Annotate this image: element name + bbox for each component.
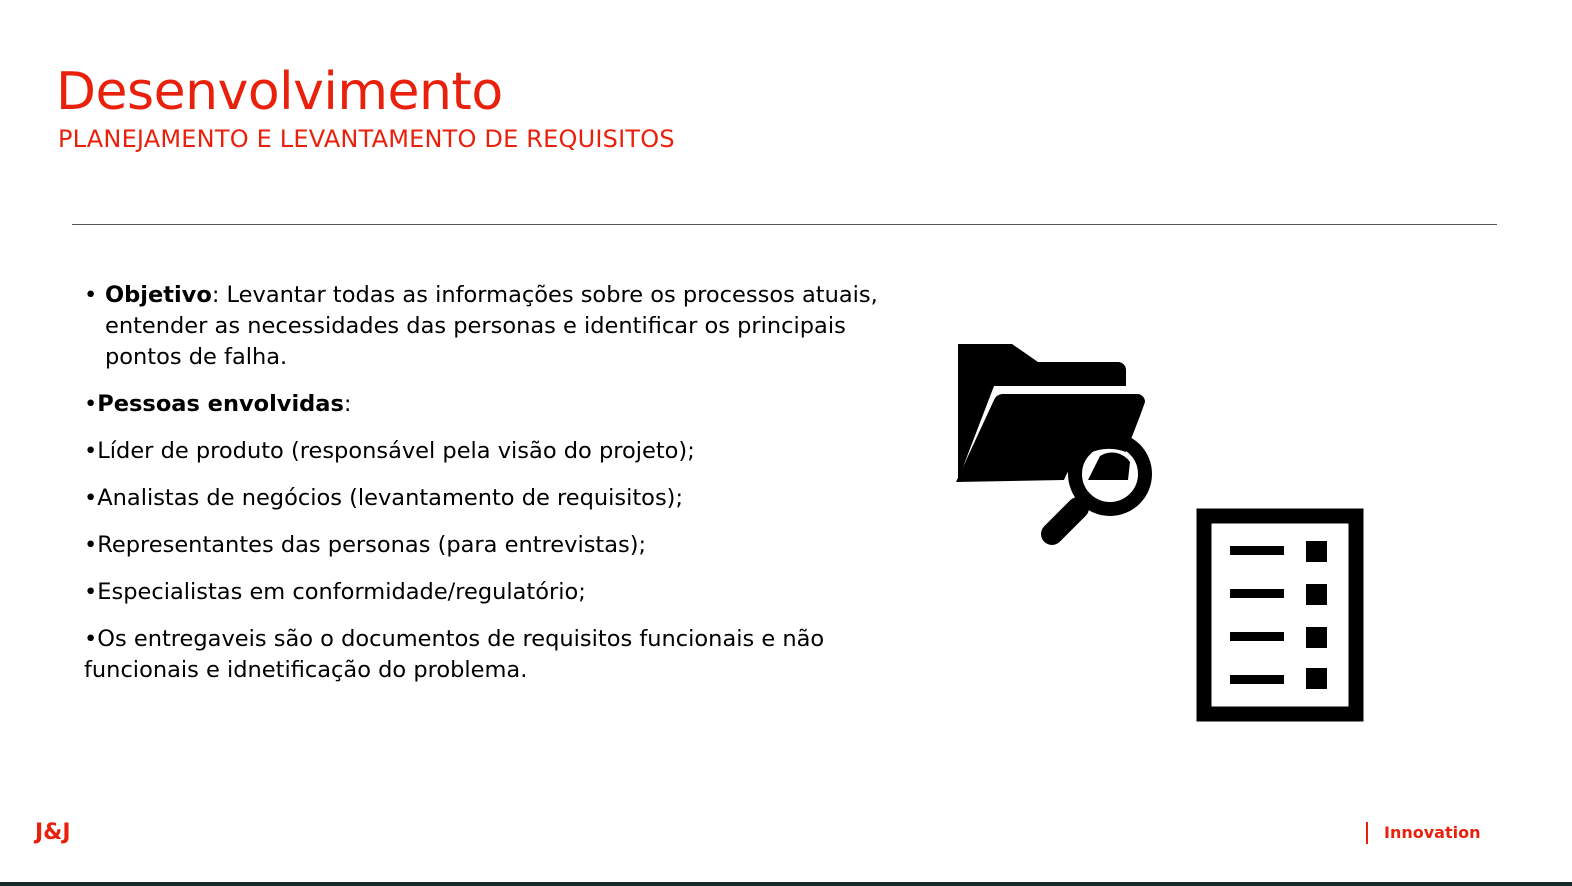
bottom-bar bbox=[0, 882, 1572, 886]
page-title: Desenvolvimento bbox=[56, 62, 503, 122]
folder-search-icon bbox=[950, 340, 1155, 550]
footer-section-label: Innovation bbox=[1366, 822, 1480, 844]
objective-label: Objetivo bbox=[105, 282, 212, 308]
list-item: •Líder de produto (responsável pela visão do projeto); bbox=[84, 438, 695, 464]
header-divider bbox=[72, 224, 1497, 225]
people-suffix: : bbox=[343, 391, 352, 417]
objective-paragraph bbox=[84, 280, 914, 373]
list-item: •Os entregaveis são o documentos de requisitos funcionais e não funcionais e idnetificação do problema. bbox=[84, 626, 825, 683]
people-heading bbox=[84, 389, 914, 420]
bullet: • bbox=[84, 282, 98, 308]
objective-text: : Levantar todas as informações sobre os processos atuais, entender as necessidades das personas e identificar os principais pontos de falha. bbox=[105, 282, 878, 370]
content-body bbox=[84, 280, 914, 702]
bullet: • bbox=[84, 391, 98, 417]
company-logo: J&J bbox=[35, 820, 71, 845]
list-item: •Analistas de negócios (levantamento de requisitos); bbox=[84, 485, 684, 511]
list-item: •Representantes das personas (para entrevistas); bbox=[84, 532, 647, 558]
checklist-icon bbox=[1196, 508, 1364, 722]
list-item: •Especialistas em conformidade/regulatório; bbox=[84, 579, 586, 605]
people-label: Pessoas envolvidas bbox=[97, 391, 344, 417]
page-subtitle: PLANEJAMENTO E LEVANTAMENTO DE REQUISITOS bbox=[58, 125, 675, 153]
